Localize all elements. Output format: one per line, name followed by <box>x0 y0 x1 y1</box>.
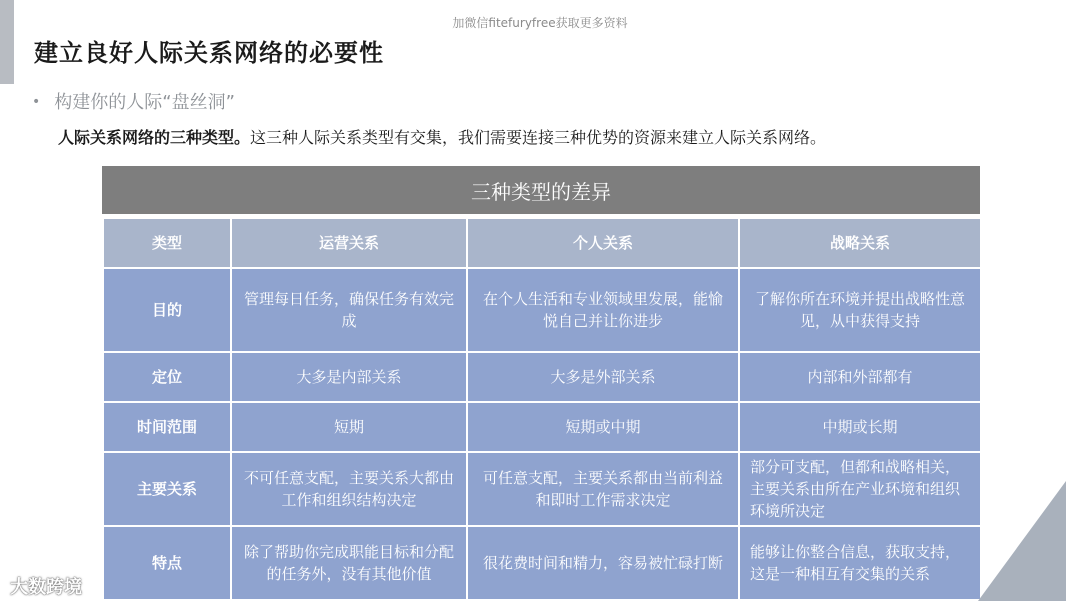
header-operational: 运营关系 <box>231 218 467 268</box>
table-body <box>102 217 982 601</box>
table-row <box>103 352 981 402</box>
bullet-point <box>32 88 235 114</box>
row-label: 时间范围 <box>103 402 231 452</box>
table-cell: 大多是外部关系 <box>467 352 739 402</box>
table-cell: 内部和外部都有 <box>739 352 981 402</box>
intro-rest: 这三种人际关系类型有交集，我们需要连接三种优势的资源来建立人际关系网络。 <box>250 128 827 147</box>
bullet-text: 构建你的人际“盘丝洞” <box>54 92 235 113</box>
intro-text <box>58 125 826 148</box>
comparison-table <box>102 166 980 601</box>
table-cell: 了解你所在环境并提出战略性意见，从中获得支持 <box>739 268 981 352</box>
table-cell: 短期 <box>231 402 467 452</box>
table-cell: 大多是内部关系 <box>231 352 467 402</box>
table-cell: 能够让你整合信息，获取支持，这是一种相互有交集的关系 <box>739 526 981 600</box>
table-row <box>103 402 981 452</box>
page-title: 建立良好人际关系网络的必要性 <box>34 39 384 67</box>
logo-text: 大数跨境 <box>10 577 82 598</box>
table-row <box>103 452 981 526</box>
row-label: 主要关系 <box>103 452 231 526</box>
table-cell: 很花费时间和精力，容易被忙碌打断 <box>467 526 739 600</box>
table-cell: 除了帮助你完成职能目标和分配的任务外，没有其他价值 <box>231 526 467 600</box>
row-label: 定位 <box>103 352 231 402</box>
table-title: 三种类型的差异 <box>102 166 980 217</box>
header-type: 类型 <box>103 218 231 268</box>
bullet-dot-icon: • <box>32 94 41 110</box>
table-row <box>103 268 981 352</box>
table-cell: 短期或中期 <box>467 402 739 452</box>
row-label: 目的 <box>103 268 231 352</box>
left-accent-bar <box>0 0 14 84</box>
table-cell: 管理每日任务，确保任务有效完成 <box>231 268 467 352</box>
table-header-row <box>103 218 981 268</box>
corner-triangle-decoration <box>978 481 1066 601</box>
row-label: 特点 <box>103 526 231 600</box>
table-cell: 中期或长期 <box>739 402 981 452</box>
header-strategic: 战略关系 <box>739 218 981 268</box>
table-cell: 不可任意支配，主要关系大都由工作和组织结构决定 <box>231 452 467 526</box>
header-personal: 个人关系 <box>467 218 739 268</box>
brand-logo <box>10 573 82 599</box>
intro-bold: 人际关系网络的三种类型。 <box>58 128 251 147</box>
table-cell: 可任意支配，主要关系都由当前利益和即时工作需求决定 <box>467 452 739 526</box>
table-cell: 在个人生活和专业领域里发展，能愉悦自己并让你进步 <box>467 268 739 352</box>
table-cell: 部分可支配，但都和战略相关，主要关系由所在产业环境和组织环境所决定 <box>739 452 981 526</box>
table-row <box>103 526 981 600</box>
top-watermark: 加微信fitefuryfree获取更多资料 <box>452 16 628 30</box>
